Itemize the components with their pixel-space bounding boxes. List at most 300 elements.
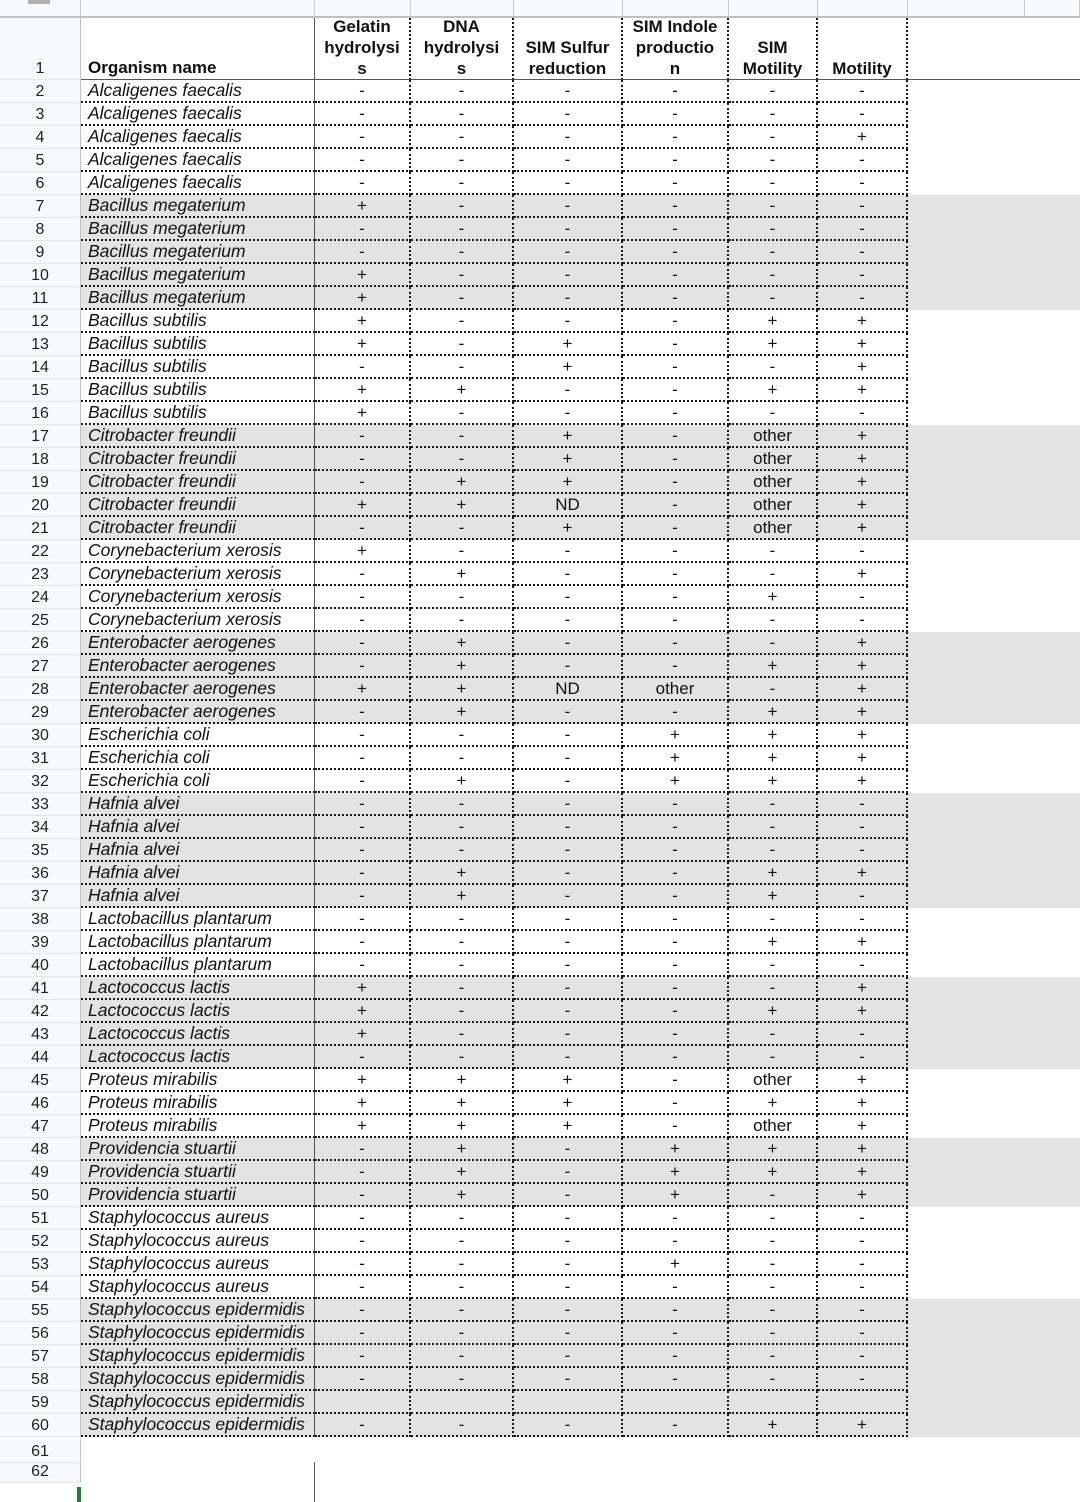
column-header-f[interactable] (729, 0, 818, 16)
empty-cell[interactable] (908, 126, 1080, 149)
empty-cell[interactable] (908, 195, 1080, 218)
row-number[interactable]: 4 (0, 126, 81, 149)
organism-name-cell[interactable]: Lactococcus lactis (81, 1000, 315, 1023)
column-title-cell[interactable] (623, 18, 729, 80)
result-cell[interactable]: + (411, 379, 514, 402)
result-cell[interactable]: - (623, 333, 729, 356)
organism-name-cell[interactable]: Corynebacterium xerosis (81, 586, 315, 609)
result-cell[interactable]: + (411, 678, 514, 701)
result-cell[interactable]: + (729, 931, 818, 954)
empty-cell[interactable] (908, 172, 1080, 195)
result-cell[interactable]: - (411, 1414, 514, 1437)
empty-cell[interactable] (908, 770, 1080, 793)
result-cell[interactable]: + (411, 655, 514, 678)
result-cell[interactable]: - (623, 1115, 729, 1138)
result-cell[interactable]: - (818, 1046, 908, 1069)
result-cell[interactable]: + (411, 1092, 514, 1115)
empty-cell[interactable] (908, 678, 1080, 701)
result-cell[interactable]: - (315, 747, 411, 770)
result-cell[interactable]: - (514, 103, 623, 126)
result-cell[interactable]: + (729, 1000, 818, 1023)
result-cell[interactable]: - (315, 80, 411, 103)
result-cell[interactable]: - (818, 1322, 908, 1345)
organism-name-cell[interactable]: Staphylococcus epidermidis (81, 1322, 315, 1345)
column-header-b[interactable] (315, 0, 411, 16)
row-number[interactable]: 59 (0, 1391, 81, 1414)
empty-cell[interactable] (908, 1138, 1080, 1161)
empty-cell[interactable] (908, 1046, 1080, 1069)
result-cell[interactable]: - (315, 448, 411, 471)
empty-cell[interactable] (908, 425, 1080, 448)
organism-name-cell[interactable]: Alcaligenes faecalis (81, 103, 315, 126)
row-number[interactable]: 6 (0, 172, 81, 195)
result-cell[interactable]: + (729, 379, 818, 402)
result-cell[interactable] (315, 1391, 411, 1414)
result-cell[interactable]: - (411, 425, 514, 448)
result-cell[interactable]: - (729, 172, 818, 195)
result-cell[interactable]: - (623, 1207, 729, 1230)
result-cell[interactable]: - (411, 724, 514, 747)
result-cell[interactable]: - (623, 862, 729, 885)
column-header-h[interactable] (908, 0, 1025, 16)
result-cell[interactable]: + (411, 1184, 514, 1207)
result-cell[interactable]: - (729, 264, 818, 287)
result-cell[interactable]: - (623, 310, 729, 333)
result-cell[interactable]: - (411, 1023, 514, 1046)
result-cell[interactable]: - (315, 931, 411, 954)
organism-name-cell[interactable]: Bacillus megaterium (81, 218, 315, 241)
row-number[interactable]: 39 (0, 931, 81, 954)
row-number[interactable]: 45 (0, 1069, 81, 1092)
organism-name-cell[interactable]: Staphylococcus epidermidis (81, 1368, 315, 1391)
result-cell[interactable]: - (623, 816, 729, 839)
row-number[interactable]: 14 (0, 356, 81, 379)
result-cell[interactable]: + (315, 379, 411, 402)
organism-name-cell[interactable]: Lactococcus lactis (81, 1023, 315, 1046)
result-cell[interactable]: - (514, 747, 623, 770)
result-cell[interactable]: + (411, 1069, 514, 1092)
result-cell[interactable]: - (411, 1322, 514, 1345)
result-cell[interactable]: - (818, 103, 908, 126)
empty-cell[interactable] (908, 356, 1080, 379)
row-number[interactable]: 18 (0, 448, 81, 471)
result-cell[interactable]: - (818, 1345, 908, 1368)
result-cell[interactable]: + (818, 1115, 908, 1138)
column-header-a[interactable] (81, 0, 315, 16)
row-number[interactable]: 44 (0, 1046, 81, 1069)
result-cell[interactable]: - (315, 1345, 411, 1368)
result-cell[interactable]: + (315, 977, 411, 1000)
row-number[interactable]: 61 (0, 1439, 81, 1463)
row-number[interactable]: 43 (0, 1023, 81, 1046)
result-cell[interactable]: - (514, 149, 623, 172)
result-cell[interactable]: - (514, 586, 623, 609)
result-cell[interactable]: - (514, 724, 623, 747)
result-cell[interactable]: - (623, 977, 729, 1000)
row-number[interactable]: 2 (0, 80, 81, 103)
result-cell[interactable]: + (315, 1023, 411, 1046)
result-cell[interactable]: + (818, 563, 908, 586)
result-cell[interactable]: + (514, 471, 623, 494)
empty-cell[interactable] (908, 1230, 1080, 1253)
result-cell[interactable]: - (623, 126, 729, 149)
row-number[interactable]: 54 (0, 1276, 81, 1299)
result-cell[interactable]: - (623, 172, 729, 195)
result-cell[interactable]: ND (514, 678, 623, 701)
result-cell[interactable]: + (411, 701, 514, 724)
row-number[interactable]: 22 (0, 540, 81, 563)
result-cell[interactable]: - (729, 1345, 818, 1368)
organism-name-cell[interactable]: Hafnia alvei (81, 839, 315, 862)
result-cell[interactable]: - (729, 954, 818, 977)
result-cell[interactable]: - (623, 218, 729, 241)
result-cell[interactable]: - (514, 770, 623, 793)
result-cell[interactable]: - (514, 977, 623, 1000)
result-cell[interactable]: - (411, 149, 514, 172)
result-cell[interactable]: + (315, 494, 411, 517)
result-cell[interactable]: - (411, 1299, 514, 1322)
result-cell[interactable]: + (818, 517, 908, 540)
empty-cell[interactable] (908, 517, 1080, 540)
empty-cell[interactable] (908, 1207, 1080, 1230)
result-cell[interactable]: - (315, 1184, 411, 1207)
result-cell[interactable]: - (818, 908, 908, 931)
row-number[interactable]: 33 (0, 793, 81, 816)
row-number[interactable]: 56 (0, 1322, 81, 1345)
result-cell[interactable]: - (411, 816, 514, 839)
empty-cell[interactable] (908, 632, 1080, 655)
result-cell[interactable]: - (623, 1230, 729, 1253)
result-cell[interactable]: - (315, 609, 411, 632)
result-cell[interactable]: - (315, 908, 411, 931)
result-cell[interactable]: - (514, 310, 623, 333)
result-cell[interactable]: - (514, 126, 623, 149)
result-cell[interactable]: + (315, 287, 411, 310)
column-title-cell[interactable] (514, 18, 623, 80)
organism-name-cell[interactable]: Bacillus megaterium (81, 264, 315, 287)
result-cell[interactable]: + (818, 126, 908, 149)
result-cell[interactable]: - (411, 931, 514, 954)
result-cell[interactable]: - (411, 195, 514, 218)
result-cell[interactable]: + (623, 724, 729, 747)
result-cell[interactable]: + (623, 1161, 729, 1184)
result-cell[interactable] (514, 1391, 623, 1414)
column-title-cell[interactable] (315, 18, 411, 80)
result-cell[interactable]: - (729, 908, 818, 931)
organism-name-cell[interactable]: Citrobacter freundii (81, 448, 315, 471)
row-number[interactable]: 42 (0, 1000, 81, 1023)
result-cell[interactable]: - (411, 609, 514, 632)
empty-cell[interactable] (908, 1161, 1080, 1184)
row-number[interactable]: 26 (0, 632, 81, 655)
organism-name-cell[interactable]: Corynebacterium xerosis (81, 563, 315, 586)
row-number[interactable]: 47 (0, 1115, 81, 1138)
row-number[interactable]: 25 (0, 609, 81, 632)
result-cell[interactable]: other (729, 448, 818, 471)
result-cell[interactable]: + (623, 1184, 729, 1207)
result-cell[interactable]: - (623, 494, 729, 517)
row-number[interactable]: 32 (0, 770, 81, 793)
result-cell[interactable]: - (818, 793, 908, 816)
row-number[interactable]: 3 (0, 103, 81, 126)
result-cell[interactable]: - (818, 1023, 908, 1046)
empty-cell[interactable] (908, 908, 1080, 931)
result-cell[interactable]: - (315, 1368, 411, 1391)
organism-name-cell[interactable]: Bacillus subtilis (81, 356, 315, 379)
empty-cell[interactable] (908, 18, 1080, 80)
row-number[interactable]: 8 (0, 218, 81, 241)
row-number[interactable]: 19 (0, 471, 81, 494)
result-cell[interactable]: + (514, 517, 623, 540)
result-cell[interactable]: - (315, 1046, 411, 1069)
empty-cell[interactable] (908, 1000, 1080, 1023)
result-cell[interactable]: - (729, 1253, 818, 1276)
result-cell[interactable]: other (729, 1115, 818, 1138)
result-cell[interactable]: - (818, 195, 908, 218)
empty-cell[interactable] (908, 379, 1080, 402)
result-cell[interactable]: + (818, 310, 908, 333)
result-cell[interactable]: - (514, 287, 623, 310)
organism-name-cell[interactable]: Staphylococcus epidermidis (81, 1391, 315, 1414)
result-cell[interactable]: + (315, 333, 411, 356)
result-cell[interactable]: - (623, 1368, 729, 1391)
empty-cell[interactable] (908, 563, 1080, 586)
result-cell[interactable]: - (514, 1138, 623, 1161)
result-cell[interactable]: - (315, 149, 411, 172)
result-cell[interactable]: - (411, 1276, 514, 1299)
organism-name-cell[interactable]: Citrobacter freundii (81, 517, 315, 540)
organism-name-cell[interactable]: Corynebacterium xerosis (81, 540, 315, 563)
organism-name-cell[interactable]: Corynebacterium xerosis (81, 609, 315, 632)
organism-name-cell[interactable]: Lactobacillus plantarum (81, 931, 315, 954)
organism-name-cell[interactable]: Enterobacter aerogenes (81, 632, 315, 655)
organism-name-cell[interactable]: Lactococcus lactis (81, 1046, 315, 1069)
empty-cell[interactable] (908, 218, 1080, 241)
row-number[interactable]: 31 (0, 747, 81, 770)
result-cell[interactable]: - (315, 126, 411, 149)
result-cell[interactable]: - (623, 1299, 729, 1322)
result-cell[interactable] (623, 1391, 729, 1414)
result-cell[interactable]: - (411, 1345, 514, 1368)
result-cell[interactable]: - (411, 356, 514, 379)
result-cell[interactable]: + (818, 494, 908, 517)
result-cell[interactable]: + (818, 333, 908, 356)
row-number[interactable]: 17 (0, 425, 81, 448)
empty-cell[interactable] (908, 448, 1080, 471)
result-cell[interactable]: + (818, 747, 908, 770)
result-cell[interactable]: - (411, 540, 514, 563)
row-number[interactable]: 50 (0, 1184, 81, 1207)
result-cell[interactable]: - (514, 195, 623, 218)
organism-name-cell[interactable]: Enterobacter aerogenes (81, 701, 315, 724)
empty-cell[interactable] (908, 103, 1080, 126)
result-cell[interactable]: - (411, 793, 514, 816)
result-cell[interactable]: other (729, 1069, 818, 1092)
organism-name-cell[interactable]: Staphylococcus aureus (81, 1253, 315, 1276)
result-cell[interactable]: - (818, 402, 908, 425)
result-cell[interactable]: - (623, 1345, 729, 1368)
empty-cell[interactable] (908, 747, 1080, 770)
result-cell[interactable]: - (818, 540, 908, 563)
result-cell[interactable]: - (623, 402, 729, 425)
result-cell[interactable]: - (315, 425, 411, 448)
result-cell[interactable]: - (818, 241, 908, 264)
organism-name-cell[interactable]: Bacillus subtilis (81, 310, 315, 333)
result-cell[interactable]: + (729, 770, 818, 793)
result-cell[interactable]: - (623, 103, 729, 126)
result-cell[interactable]: - (315, 471, 411, 494)
organism-name-cell[interactable]: Enterobacter aerogenes (81, 655, 315, 678)
empty-cell[interactable] (908, 402, 1080, 425)
result-cell[interactable]: - (729, 402, 818, 425)
result-cell[interactable]: + (729, 1414, 818, 1437)
result-cell[interactable]: - (729, 1276, 818, 1299)
row-number[interactable]: 53 (0, 1253, 81, 1276)
result-cell[interactable]: + (623, 1253, 729, 1276)
organism-name-cell[interactable]: Bacillus subtilis (81, 402, 315, 425)
result-cell[interactable]: + (514, 1115, 623, 1138)
result-cell[interactable]: - (514, 172, 623, 195)
organism-name-cell[interactable]: Citrobacter freundii (81, 494, 315, 517)
result-cell[interactable]: + (818, 1161, 908, 1184)
row-number[interactable]: 36 (0, 862, 81, 885)
result-cell[interactable]: - (729, 540, 818, 563)
result-cell[interactable]: other (729, 494, 818, 517)
result-cell[interactable]: - (623, 448, 729, 471)
result-cell[interactable]: - (411, 264, 514, 287)
result-cell[interactable]: - (514, 1276, 623, 1299)
result-cell[interactable]: - (514, 1299, 623, 1322)
empty-cell[interactable] (908, 701, 1080, 724)
result-cell[interactable]: + (729, 747, 818, 770)
result-cell[interactable]: - (729, 287, 818, 310)
result-cell[interactable]: - (514, 1253, 623, 1276)
result-cell[interactable]: - (315, 770, 411, 793)
row-number[interactable]: 52 (0, 1230, 81, 1253)
row-number[interactable]: 58 (0, 1368, 81, 1391)
organism-name-cell[interactable]: Bacillus subtilis (81, 333, 315, 356)
result-cell[interactable]: + (315, 540, 411, 563)
organism-name-cell[interactable]: Hafnia alvei (81, 816, 315, 839)
result-cell[interactable]: - (411, 402, 514, 425)
result-cell[interactable]: + (729, 724, 818, 747)
result-cell[interactable]: - (729, 609, 818, 632)
result-cell[interactable]: - (514, 540, 623, 563)
row-number[interactable]: 35 (0, 839, 81, 862)
result-cell[interactable]: + (818, 655, 908, 678)
result-cell[interactable]: + (729, 586, 818, 609)
row-number[interactable]: 10 (0, 264, 81, 287)
row-number[interactable]: 28 (0, 678, 81, 701)
row-number[interactable]: 48 (0, 1138, 81, 1161)
result-cell[interactable]: - (315, 1138, 411, 1161)
result-cell[interactable]: + (315, 1000, 411, 1023)
result-cell[interactable]: + (411, 563, 514, 586)
corner-cell[interactable] (0, 0, 81, 16)
result-cell[interactable]: - (818, 149, 908, 172)
empty-cell[interactable] (908, 1184, 1080, 1207)
result-cell[interactable]: + (818, 425, 908, 448)
empty-cell[interactable] (908, 977, 1080, 1000)
empty-cell[interactable] (908, 1391, 1080, 1414)
empty-cell[interactable] (908, 862, 1080, 885)
organism-name-cell[interactable]: Escherichia coli (81, 770, 315, 793)
empty-cell[interactable] (908, 1368, 1080, 1391)
column-header-i[interactable] (1025, 0, 1080, 16)
result-cell[interactable]: other (729, 425, 818, 448)
result-cell[interactable]: - (623, 471, 729, 494)
result-cell[interactable]: - (411, 172, 514, 195)
empty-cell[interactable] (908, 80, 1080, 103)
organism-name-cell[interactable]: Staphylococcus epidermidis (81, 1345, 315, 1368)
result-cell[interactable]: - (623, 540, 729, 563)
result-cell[interactable]: + (623, 747, 729, 770)
result-cell[interactable]: - (411, 977, 514, 1000)
result-cell[interactable]: - (514, 1046, 623, 1069)
organism-name-cell[interactable]: Providencia stuartii (81, 1138, 315, 1161)
result-cell[interactable]: - (315, 1299, 411, 1322)
result-cell[interactable]: - (411, 1000, 514, 1023)
empty-cell[interactable] (908, 655, 1080, 678)
row-number[interactable]: 9 (0, 241, 81, 264)
result-cell[interactable]: - (315, 1207, 411, 1230)
result-cell[interactable]: - (818, 1230, 908, 1253)
empty-cell[interactable] (908, 471, 1080, 494)
result-cell[interactable]: - (411, 1253, 514, 1276)
result-cell[interactable]: - (514, 1207, 623, 1230)
result-cell[interactable]: - (729, 563, 818, 586)
result-cell[interactable]: - (623, 839, 729, 862)
result-cell[interactable]: - (411, 103, 514, 126)
result-cell[interactable]: - (315, 793, 411, 816)
result-cell[interactable]: ND (514, 494, 623, 517)
result-cell[interactable]: - (514, 632, 623, 655)
result-cell[interactable]: - (623, 954, 729, 977)
result-cell[interactable]: - (514, 379, 623, 402)
organism-name-cell[interactable]: Lactobacillus plantarum (81, 954, 315, 977)
result-cell[interactable]: + (411, 494, 514, 517)
row-number[interactable]: 29 (0, 701, 81, 724)
result-cell[interactable]: - (623, 701, 729, 724)
result-cell[interactable]: - (315, 1230, 411, 1253)
result-cell[interactable]: - (514, 908, 623, 931)
result-cell[interactable]: - (514, 609, 623, 632)
result-cell[interactable]: - (315, 1414, 411, 1437)
result-cell[interactable]: - (818, 1207, 908, 1230)
result-cell[interactable]: + (729, 1138, 818, 1161)
result-cell[interactable]: - (411, 287, 514, 310)
result-cell[interactable]: - (623, 1023, 729, 1046)
empty-cell[interactable] (908, 264, 1080, 287)
empty-cell[interactable] (908, 1322, 1080, 1345)
result-cell[interactable]: - (411, 954, 514, 977)
result-cell[interactable]: - (623, 379, 729, 402)
result-cell[interactable]: + (818, 701, 908, 724)
result-cell[interactable]: + (818, 448, 908, 471)
empty-cell[interactable] (908, 1414, 1080, 1437)
result-cell[interactable]: - (818, 172, 908, 195)
row-number[interactable]: 57 (0, 1345, 81, 1368)
result-cell[interactable]: - (623, 241, 729, 264)
result-cell[interactable]: - (514, 1322, 623, 1345)
result-cell[interactable]: + (818, 1184, 908, 1207)
empty-cell[interactable] (908, 241, 1080, 264)
result-cell[interactable]: - (411, 310, 514, 333)
organism-name-cell[interactable]: Hafnia alvei (81, 885, 315, 908)
result-cell[interactable]: - (411, 448, 514, 471)
organism-name-cell[interactable]: Bacillus subtilis (81, 379, 315, 402)
result-cell[interactable]: + (818, 724, 908, 747)
